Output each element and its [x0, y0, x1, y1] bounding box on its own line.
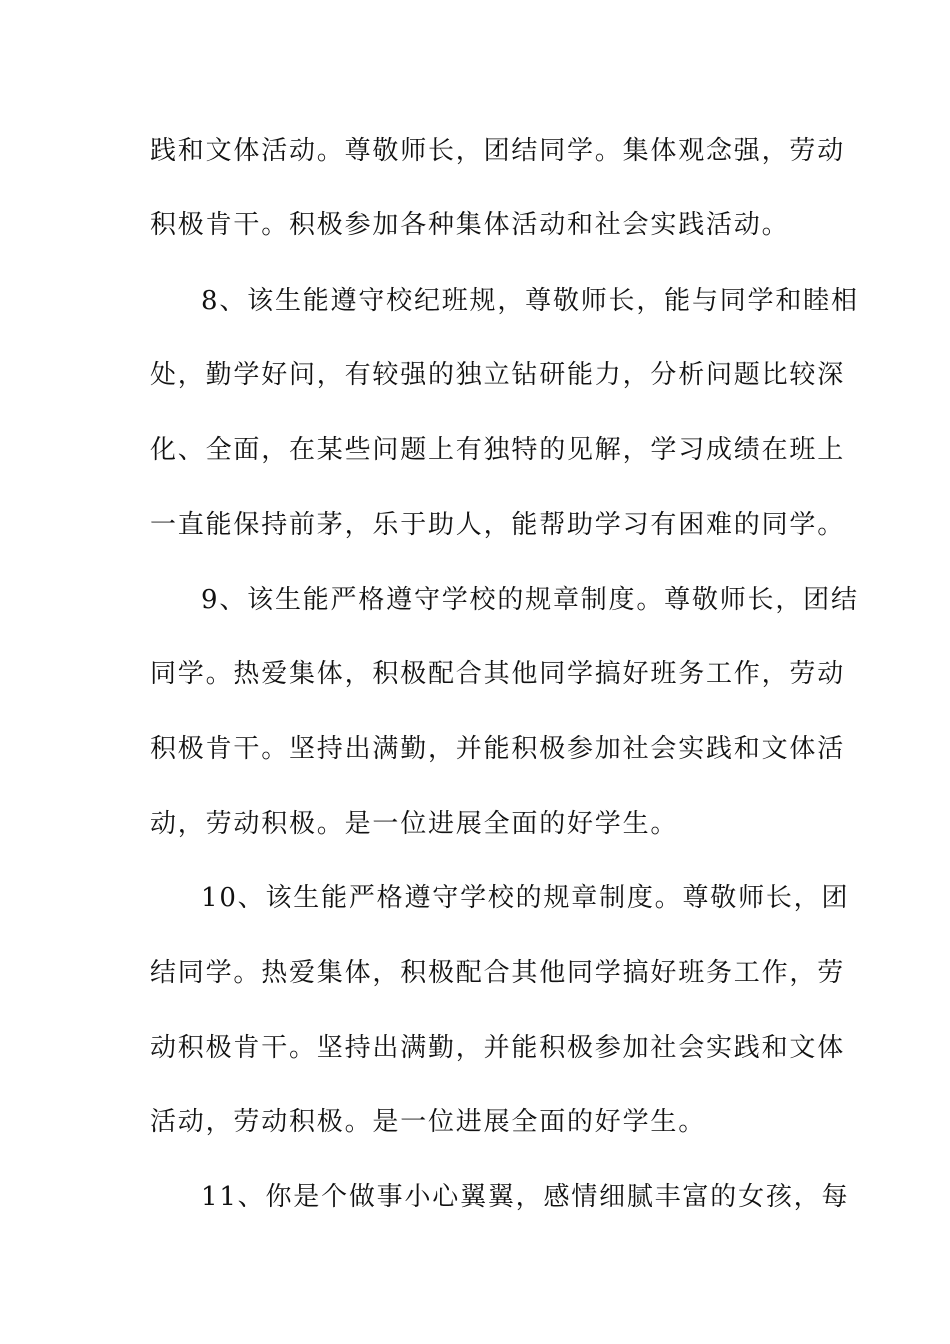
text-line: 积极肯干。坚持出满勤，并能积极参加社会实践和文体活	[150, 734, 846, 764]
paragraph-10-start: 10、该生能严格遵守学校的规章制度。尊敬师长，团	[201, 883, 850, 913]
text-line: 化、全面，在某些问题上有独特的见解，学习成绩在班上	[150, 435, 846, 465]
text-line: 一直能保持前茅，乐于助人，能帮助学习有困难的同学。	[150, 510, 846, 540]
text-line: 动积极肯干。坚持出满勤，并能积极参加社会实践和文体	[150, 1033, 846, 1063]
text-line: 动，劳动积极。是一位进展全面的好学生。	[150, 809, 679, 839]
text-line: 活动，劳动积极。是一位进展全面的好学生。	[150, 1107, 707, 1137]
text-line: 同学。热爱集体，积极配合其他同学搞好班务工作，劳动	[150, 659, 846, 689]
text-line: 积极肯干。积极参加各种集体活动和社会实践活动。	[150, 210, 790, 240]
paragraph-11-start: 11、你是个做事小心翼翼，感情细腻丰富的女孩，每	[201, 1182, 850, 1212]
paragraph-9-start: 9、该生能严格遵守学校的规章制度。尊敬师长，团结	[201, 585, 859, 615]
text-line: 处，勤学好问，有较强的独立钻研能力，分析问题比较深	[150, 360, 846, 390]
text-line: 践和文体活动。尊敬师长，团结同学。集体观念强，劳动	[150, 136, 846, 166]
text-line: 结同学。热爱集体，积极配合其他同学搞好班务工作，劳	[150, 958, 846, 988]
paragraph-8-start: 8、该生能遵守校纪班规，尊敬师长，能与同学和睦相	[201, 286, 859, 316]
